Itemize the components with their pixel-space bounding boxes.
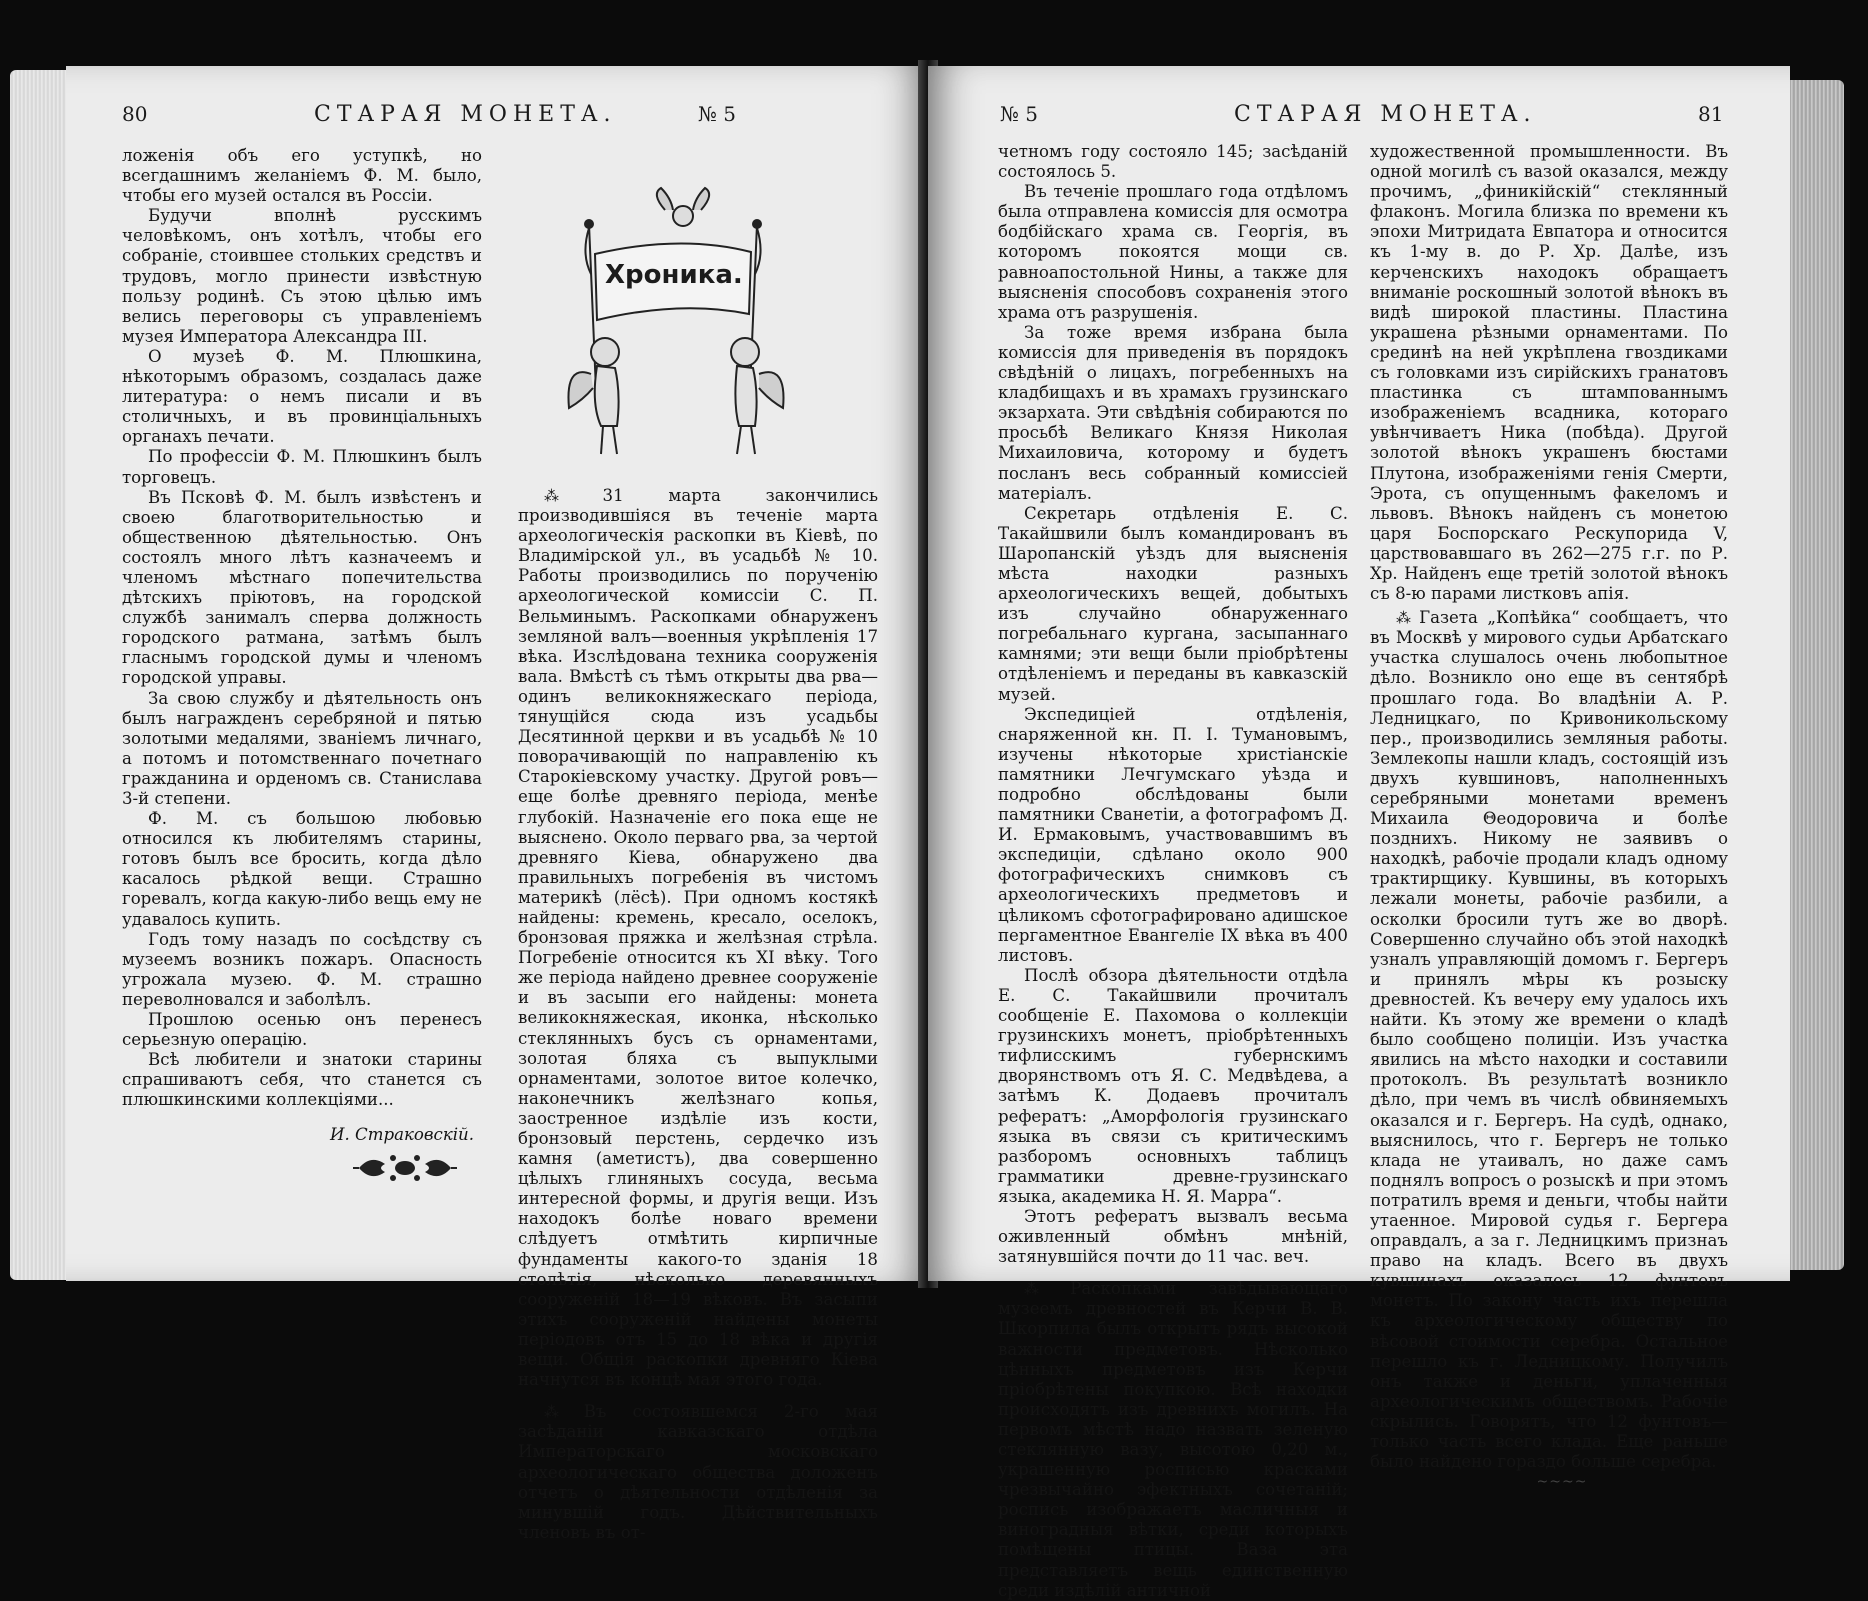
paragraph: Будучи вполнѣ русскимъ человѣкомъ, онъ хотѣлъ, чтобы его собраніе, стоившее стольких средствъ и трудовъ, могло принести извѣстную пользу родинѣ. Съ этою цѣлью имъ велись переговоры съ управленіемъ музея Императора Александра III. (122, 206, 482, 346)
paragraph: Секретарь отдѣленія Е. С. Такайшвили былъ командированъ въ Шаропанскій уѣздъ для выясненія мѣста находки разныхъ археологическихъ вещей, добытыхъ изъ случайно обнаруженнаго погребальнаго кургана, засыпаннаго камнями; эти вещи были пріобрѣтены отдѣленіемъ и переданы въ кавказскій музей. (998, 503, 1348, 704)
paragraph: Послѣ обзора дѣятельности отдѣла Е. С. Такайшвили прочиталъ сообщеніе Е. Пахомова о коллекціи грузинскихъ монетъ, пріобрѣтенныхъ тифлисскимъ губернскимъ дворянствомъ отъ Я. С. Медвѣдева, а затѣмъ К. Додаевъ прочиталъ рефератъ: „Аморфологія грузинскаго языка въ связи съ критическимъ разборомъ основныхъ таблицъ грамматики древне-грузинскаго языка, академика Н. Я. Марра“. (998, 965, 1348, 1206)
left-page-number: 80 (122, 102, 148, 126)
right-column-1 (998, 142, 1348, 1601)
asterisk-ornament-icon: ⁂ (544, 487, 599, 505)
paragraph: Ф. М. съ большою любовью относился къ любителямъ старины, готовъ былъ все бросить, когда дѣло касалось рѣдкой вещи. Страшно горевалъ, когда какую-либо вещь ему не удавалось купить. (122, 809, 482, 929)
right-column-2 (1370, 142, 1728, 1492)
asterisk-ornament-icon: ⁂ (544, 1403, 580, 1422)
paragraph: Всѣ любители и знатоки старины спрашиваютъ себя, что станется съ плюшкинскими коллекціями... (122, 1050, 482, 1110)
paragraph: Этотъ рефератъ вызвалъ весьма оживленный обмѣнъ мнѣній, затянувшійся почти до 11 час. веч. (998, 1206, 1348, 1267)
right-page (928, 66, 1790, 1600)
paragraph: ⁂ Раскопками завѣдывающаго музеемъ древностей въ Керчи В. В. Шкорпила былъ открытъ рядъ высокой важности предметовъ. Нѣсколько цѣнныхъ предметовъ изъ Керчи пріобрѣтены покупкою. Всѣ находки происходятъ изъ древнихъ могилъ. На первомъ мѣстѣ надо назвать зеленую стеклянную вазу, высотою 0,20 м., украшенную росписью красками чрезвычайно эфектныхъ сочетаній; роспись изображаетъ масличныя и виноградныя вѣтки, среди которыхъ помѣщены птицы. Ваза эта представляетъ вещь единственную среди издѣлій античной (998, 1279, 1348, 1600)
asterisk-ornament-icon: ⁂ (1024, 1280, 1067, 1299)
asterisk-ornament-icon: ⁂ (1396, 609, 1416, 628)
paragraph: ⁂ 31 марта закончились производившіяся въ теченіе марта археологическія раскопки въ Кіевѣ, по Владимірской ул., въ усадьбѣ № 10. Работы производились по порученію археологической комиссіи С. П. Вельминымъ. Раскопками обнаруженъ земляной валъ—военныя укрѣпленія 17 вѣка. Изслѣдована техника сооруженія вала. Вмѣстѣ съ тѣмъ открыты два рва—одинъ великокняжескаго періода, тянущійся сюда изъ усадьбы Десятинной церкви и въ усадьбѣ № 10 поворачивающій по направленію къ Старокіевскому участку. Другой ровъ—еще болѣе древняго періода, менѣе глубокій. Назначеніе его пока еще не выяснено. Около перваго рва, за чертой древняго Кіева, обнаружено два правильныхъ погребенія въ чистомъ материкѣ (лёсѣ). При одномъ костякѣ найдены: кремень, кресало, оселокъ, бронзовая пряжка и желѣзная стрѣла. Погребеніе относится къ XI вѣку. Того же періода найдено древнее сооруженіе и въ засыпи его найдены: монета великокняжеская, иконка, нѣсколько стеклянныхъ бусъ съ орнаментами, золотая бляха съ выпуклыми орнаментами, золотое витое колечко, наконечникъ желѣзнаго копья, заостренное издѣліе изъ кости, бронзовый перстень, сердечко изъ камня (аметистъ), два совершенно цѣлыхъ глиняныхъ сосуда, весьма интересной формы, и другія вещи. Изъ находокъ болѣе новаго времени слѣдуетъ отмѣтить кирпичные фундаменты какого-то зданія 18 столѣтія, нѣсколько деревянныхъ сооруженій 18—19 вѣковъ. Въ засыпи этихъ сооруженій найдены монеты періодовъ отъ 15 до 18 вѣка и другія вещи. Общія раскопки древняго Кіева начнутся въ концѣ мая этого года. (518, 486, 879, 1390)
paragraph: Прошлою осенью онъ перенесъ серьезную операцію. (122, 1010, 482, 1050)
paragraph: Въ теченіе прошлаго года отдѣломъ была отправлена комиссія для осмотра бодбійскаго храма св. Георгія, въ которомъ покоятся мощи св. равноапостольной Нины, а также для выясненія способовъ сохраненія этого храма отъ разрушенія. (998, 182, 1348, 322)
cherubs-icon (561, 164, 791, 464)
paragraph: ⁂ Въ состоявшемся 2-го мая засѣданіи кавказскаго отдѣла Императорскаго московскаго археологическаго общества доложенъ отчетъ о дѣятельности отдѣленія за минувшій годъ. Дѣйствительныхъ членовъ въ от- (518, 1402, 879, 1542)
paragraph: По профессіи Ф. М. Плюшкинъ былъ торговецъ. (122, 447, 482, 487)
paragraph: Годъ тому назадъ по сосѣдству съ музеемъ возникъ пожаръ. Опасность угрожала музею. Ф. М. страшно переволновался и заболѣлъ. (122, 929, 482, 1009)
author-signature: И. Страковскій. (330, 1124, 474, 1144)
left-column-2 (518, 486, 878, 1543)
section-divider: ~~~~ (1536, 1474, 1588, 1491)
left-column-1 (122, 146, 482, 1145)
paragraph: художественной промышленности. Въ одной могилѣ съ вазой оказался, между прочимъ, „финикійскій“ стеклянный флаконъ. Могила близка по времени къ эпохи Митридата Евпатора и относится къ 1-му в. до Р. Хр. Далѣе, изъ керченскихъ находокъ обращаетъ вниманіе роскошный золотой вѣнокъ въ видѣ широкой пластины. Пластина украшена рѣзными орнаментами. По срединѣ на ней укрѣплена гвоздиками съ головками изъ сирійскихъ гранатовъ пластинка съ штампованнымъ изображеніемъ всадника, котораго увѣнчиваетъ Ника (побѣда). Другой золотой вѣнокъ украшенъ бюстами Плутона, изображеніями генія Смерти, Эрота, съ опущеннымъ факеломъ и львовъ. Вѣнокъ найденъ съ монетою царя Боспорскаго Рескупорида V, царствовавшаго въ 262—275 г.г. по Р. Хр. Найденъ еще третій золотой вѣнокъ съ 8-ю парами листковъ апія. (1370, 142, 1728, 604)
cherub-banner-illustration (561, 164, 791, 464)
paragraph: Экспедиціей отдѣленія, снаряженной кн. П. І. Тумановымъ, изучены нѣкоторые христіанскіе памятники Лечгумскаго уѣзда и подробно обслѣдованы были памятники Сванетіи, а фотографомъ Д. И. Ермаковымъ, участвовавшимъ въ экспедиціи, сдѣлано около 900 фотографическихъ снимковъ съ археологическихъ предметовъ и цѣликомъ сфотографировано адишское пергаментное Евангеліе IX вѣка въ 400 листовъ. (998, 704, 1348, 965)
left-page (66, 66, 928, 1542)
paragraph: За тоже время избрана была комиссія для приведенія въ порядокъ свѣдѣній о лицахъ, погребенныхъ на кладбищахъ и въ храмахъ грузинскаго экзархата. Эти свѣдѣнія собираются по просьбѣ Великаго Князя Николая Михаиловича, которому и будетъ посланъ весь собранный комиссіей матеріалъ. (998, 322, 1348, 503)
right-issue-number: № 5 (1000, 102, 1039, 126)
chronicle-heading: Хроника. (605, 260, 743, 290)
paragraph: ⁂ Газета „Копѣйка“ сообщаетъ, что въ Москвѣ у мирового судьи Арбатскаго участка слушалось очень любопытное дѣло. Возникло оно еще въ сентябрѣ прошлаго года. Во владѣніи А. Р. Ледницкаго, по Кривоникольскому пер., производились земляныя работы. Землекопы нашли кладъ, состоящій изъ двухъ кувшиновъ, наполненныхъ серебряными монетами временъ Михаила Θеодоровича и болѣе позднихъ. Никому не заявивъ о находкѣ, рабочіе продали кладъ одному трактирщику. Кувшины, въ которыхъ лежали монеты, рабочіе разбили, а осколки бросили тутъ же во дворѣ. Совершенно случайно объ этой находкѣ узналъ управляющій домомъ г. Бергеръ и принялъ мѣры къ розыску древностей. Къ вечеру ему удалось ихъ найти. Къ этому же времени о кладѣ было сообщено полиціи. Изъ участка явились на мѣсто находки и составили протоколъ. Въ результатѣ возникло дѣло, при чемъ въ числѣ обвиняемыхъ оказался и г. Бергеръ. На судѣ, однако, выяснилось, что г. Бергеръ не только клада не утаивалъ, но даже самъ поднялъ вопросъ о розыскѣ и при этомъ потратилъ время и деньги, чтобы найти утаенное. Мировой судья г. Бергера оправдалъ, а за г. Ледницкимъ признаъ право на кладъ. Всего въ двухъ кувшинахъ оказалось 12 фунтовъ монетъ. По закону часть ихъ перешла къ археологическому обществу по вѣсовой стоимости серебра. Остальное перешло къ г. Ледницкому. Получилъ онъ также и деньги, уплаченныя археологическимъ обществомъ. Рабочіе скрылись. Говорятъ, что 12 фунтовъ—только часть всего клада. Еще раньше было найдено гораздо больше серебра. (1370, 608, 1728, 1472)
right-running-title: СТАРАЯ МОНЕТА. (1234, 102, 1537, 127)
paragraph: четномъ году состояло 145; засѣданій состоялось 5. (998, 142, 1348, 182)
paragraph: ложенія объ его уступкѣ, но всегдашнимъ желаніемъ Ф. М. было, чтобы его музей остался въ Россіи. (122, 146, 482, 206)
paragraph: Въ Псковѣ Ф. М. былъ извѣстенъ и своею благотворительностью и общественною дѣятельностью. Онъ состоялъ много лѣтъ казначеемъ и членомъ мѣстнаго попечительства дѣтскихъ пріютовъ, на городской службѣ занималъ сперва должность городского ратмана, затѣмъ былъ гласнымъ городской думы и членомъ городской управы. (122, 487, 482, 688)
left-running-title: СТАРАЯ МОНЕТА. (314, 102, 617, 127)
right-page-number: 81 (1698, 102, 1724, 126)
left-issue-number: № 5 (698, 102, 737, 126)
book-edges-right (1788, 80, 1844, 1270)
floral-ornament-icon (351, 1148, 459, 1188)
paragraph: О музеѣ Ф. М. Плюшкина, нѣкоторымъ образомъ, создалась даже литература: о немъ писали и въ столичныхъ, и въ провинціальныхъ органахъ печати. (122, 346, 482, 447)
paragraph: За свою службу и дѣятельность онъ былъ награжденъ серебряной и пятью золотыми медалями, званіемъ личнаго, а потомъ и потомственнаго почетнаго гражданина и орденомъ св. Станислава 3-й степени. (122, 688, 482, 808)
